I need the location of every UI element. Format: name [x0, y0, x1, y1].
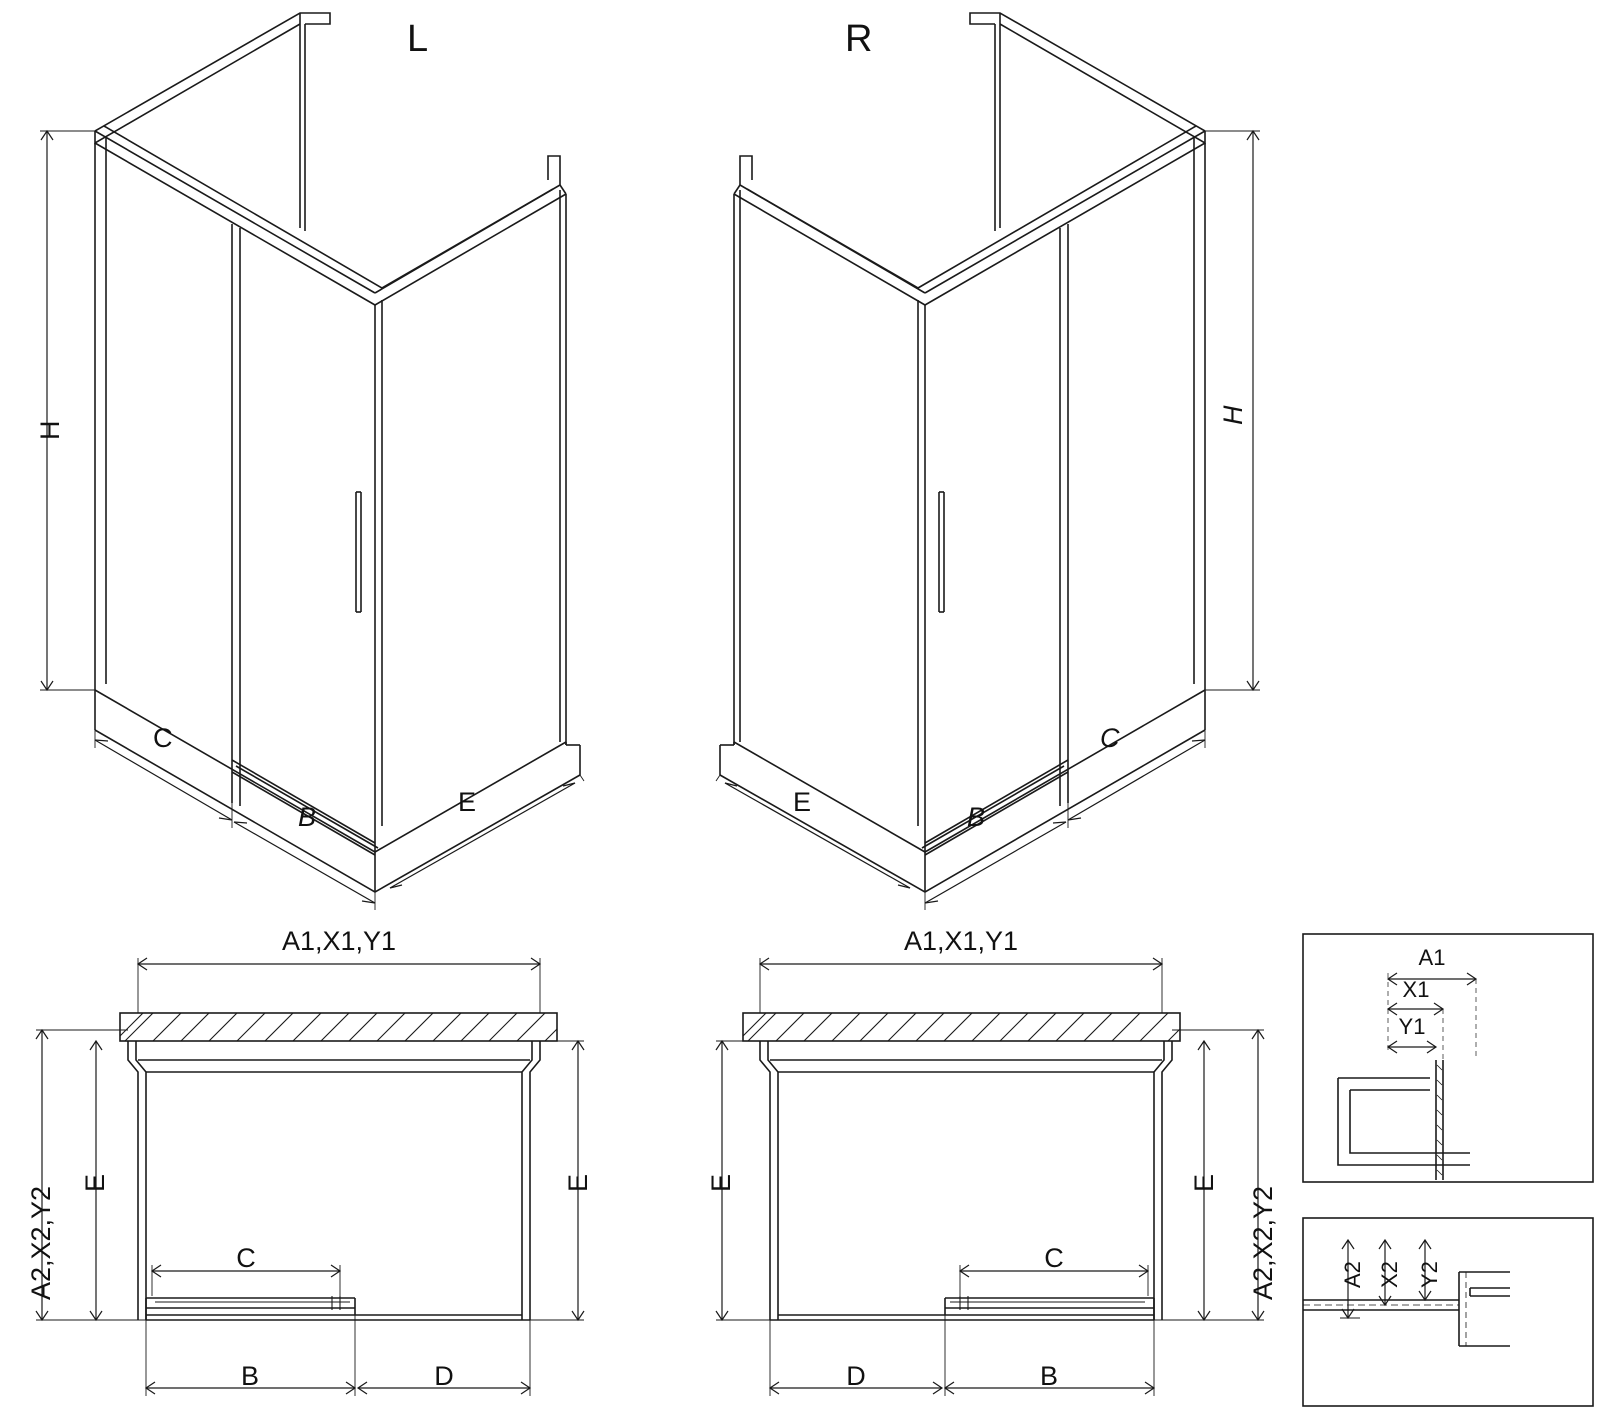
iso-right-b-label: B	[967, 802, 986, 832]
plan-left-side-dimension-label: A2,X2,Y2	[26, 1185, 56, 1300]
detail-top-x1-label: X1	[1402, 977, 1430, 1002]
plan-right-e-left-label: E	[706, 1173, 736, 1192]
plan-left-e-right-label: E	[563, 1173, 593, 1192]
iso-right-height-label: H	[1218, 405, 1248, 425]
detail-top-a1-label: A1	[1418, 945, 1446, 970]
detail-bottom-x2-label: X2	[1377, 1261, 1402, 1288]
plan-left-d-label: D	[434, 1361, 454, 1391]
plan-view-right	[716, 958, 1264, 1396]
detail-bottom-a2-label: A2	[1340, 1261, 1365, 1288]
plan-right-side-dimension-label: A2,X2,Y2	[1248, 1185, 1278, 1300]
iso-left-b-label: B	[298, 802, 317, 832]
detail-view-top	[1303, 934, 1593, 1182]
plan-left-e-left-label: E	[80, 1173, 110, 1192]
iso-view-right	[716, 13, 1260, 910]
plan-view-left	[36, 958, 584, 1396]
iso-right-e-label: E	[793, 787, 812, 817]
plan-right-d-label: D	[846, 1361, 866, 1391]
plan-right-top-dimension-label: A1,X1,Y1	[903, 926, 1019, 956]
plan-right-b-label: B	[1039, 1361, 1059, 1391]
plan-left-b-label: B	[240, 1361, 260, 1391]
variant-label-R: R	[845, 18, 873, 60]
detail-top-y1-label: Y1	[1398, 1014, 1426, 1039]
iso-left-height-label: H	[35, 420, 65, 440]
iso-view-left	[40, 13, 584, 910]
plan-right-e-right-label: E	[1189, 1173, 1219, 1192]
iso-right-c-label: C	[1100, 723, 1120, 753]
iso-left-e-label: E	[458, 787, 477, 817]
detail-view-bottom	[1303, 1218, 1593, 1406]
detail-bottom-y2-label: Y2	[1417, 1261, 1442, 1288]
iso-left-c-label: C	[153, 723, 173, 753]
plan-right-c-label: C	[1044, 1243, 1064, 1273]
plan-left-top-dimension-label: A1,X1,Y1	[281, 926, 397, 956]
variant-label-L: L	[407, 18, 429, 60]
plan-left-c-label: C	[236, 1243, 256, 1273]
